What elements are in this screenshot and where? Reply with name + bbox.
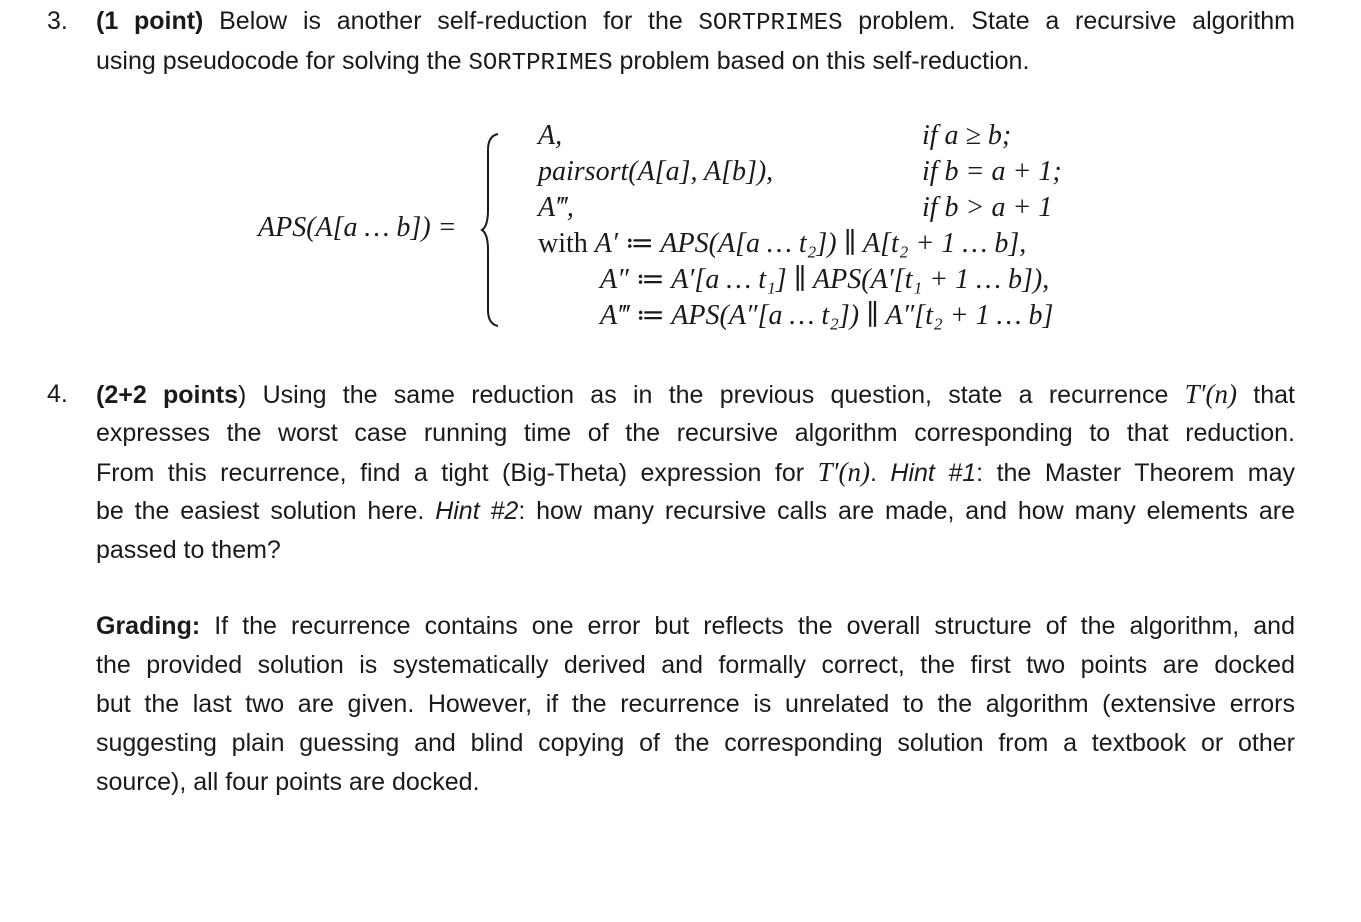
case-1-condition: if a ≥ b; [922, 120, 1012, 151]
grading-line-5: source), all four points are docked. [96, 768, 480, 796]
with-definition-3: A‴ ≔ APS(A″[a … t₂]) ∥ A″[t₂ + 1 … b] [600, 300, 1054, 331]
recurrence-symbol: T′(n) [1184, 379, 1238, 409]
case-2-condition: if b = a + 1; [922, 156, 1062, 187]
question-4-line-4: be the easiest solution here. Hint #2: how many recursive calls are made, and how many elements are [96, 497, 1295, 525]
grading-line-3: but the last two are given. However, if the recurrence is unrelated to the algorithm (extensive errors [96, 690, 1295, 718]
question-4-line-5: passed to them? [96, 536, 281, 564]
grading-line-1: Grading: If the recurrence contains one error but reflects the overall structure of the algorithm, and [96, 612, 1295, 640]
problem-name-2: SORTPRIMES [468, 50, 613, 77]
case-1-value: A, [538, 120, 563, 151]
recurrence-symbol-2: T′(n) [817, 457, 870, 487]
case-3-value: A‴, [538, 192, 574, 223]
grading-label: Grading: [96, 612, 201, 640]
question-4-points: (2+2 points [96, 381, 238, 409]
problem-name: SORTPRIMES [698, 10, 843, 37]
question-4-number: 4. [47, 380, 68, 408]
with-definition-2: A″ ≔ A′[a … t₁] ∥ APS(A′[t₁ + 1 … b]), [600, 264, 1050, 295]
question-3-line-2: using pseudocode for solving the SORTPRIMES problem based on this self-reduction. [96, 47, 1030, 77]
question-3-line-1: (1 point) Below is another self-reduction for the SORTPRIMES problem. State a recursive algorithm [96, 7, 1295, 37]
left-brace-icon [480, 130, 504, 330]
question-4-line-2: expresses the worst case running time of the recursive algorithm corresponding to that reduction. [96, 419, 1295, 447]
grading-line-2: the provided solution is systematically derived and formally correct, the first two points are docked [96, 651, 1295, 679]
equation-lhs: APS(A[a … b]) = [258, 212, 457, 243]
hint-1-label: Hint #1 [890, 459, 977, 487]
with-definition-1: with A′ ≔ APS(A[a … t₂]) ∥ A[t₂ + 1 … b], [538, 228, 1027, 259]
question-4-line-1: (2+2 points) Using the same reduction as in the previous question, state a recurrence T′(n) that [96, 379, 1295, 409]
case-3-condition: if b > a + 1 [922, 192, 1053, 223]
hint-2-label: Hint #2 [435, 497, 519, 525]
grading-line-4: suggesting plain guessing and blind copying of the corresponding solution from a textbook or other [96, 729, 1295, 757]
question-3-number: 3. [47, 7, 68, 35]
question-3-points: (1 point) [96, 7, 204, 35]
case-2-value: pairsort(A[a], A[b]), [538, 156, 774, 187]
question-4-line-3: From this recurrence, find a tight (Big-Theta) expression for T′(n). Hint #1: the Master Theorem may [96, 457, 1295, 487]
